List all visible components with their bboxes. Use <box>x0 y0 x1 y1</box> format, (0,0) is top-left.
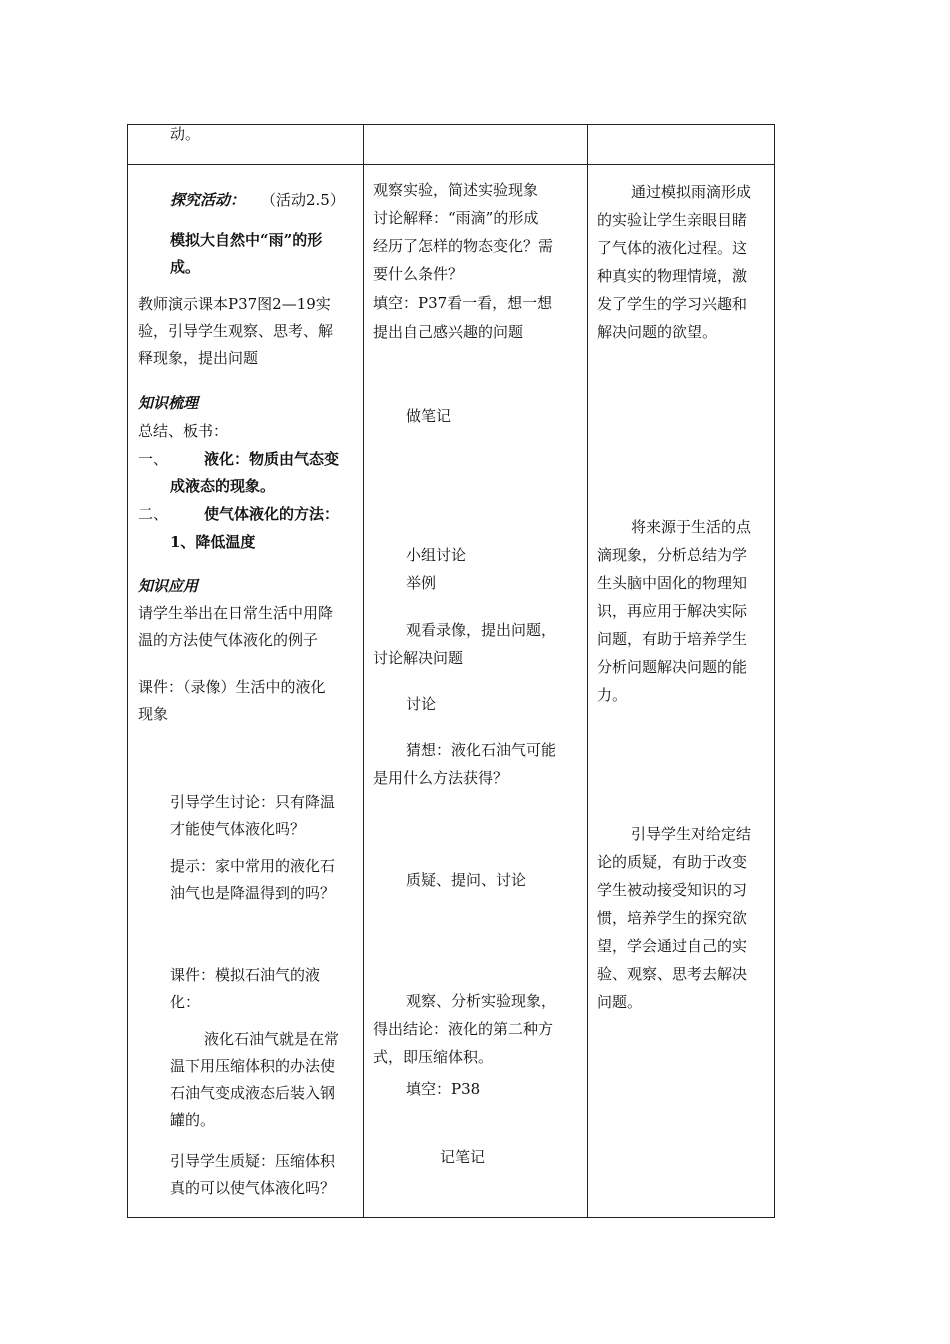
group-text: 小组讨论 <box>406 546 467 564</box>
video-text: 观看录像，提出问题， <box>406 621 557 639</box>
lpg-text: 液化石油气就是在常 <box>204 1030 340 1048</box>
rationale-text: 通过模拟雨滴形成 <box>631 183 752 201</box>
column-divider <box>587 125 588 1217</box>
lpg-text: 温下用压缩体积的办法使 <box>170 1057 336 1075</box>
lpg-text: 罐的。 <box>170 1111 216 1129</box>
courseware-text: 课件：（录像）生活中的液化 <box>138 678 326 696</box>
rationale-text: 验、观察、思考去解决 <box>597 965 748 983</box>
analyze-text: 观察、分析实验现象， <box>406 992 557 1010</box>
list-item: 成液态的现象。 <box>170 477 276 495</box>
demo-text: 释现象，提出问题 <box>138 349 259 367</box>
list-item: 1、降低温度 <box>170 533 256 551</box>
discuss-text: 经历了怎样的物态变化？需 <box>373 237 554 255</box>
discuss-text: 讨论解释：“雨滴”的形成 <box>373 209 539 227</box>
courseware-text: 化： <box>170 993 201 1011</box>
section-heading: 知识梳理 <box>138 394 199 412</box>
list-item: 使气体液化的方法： <box>204 505 340 523</box>
fill-text: 填空：P37看一看，想一想 <box>373 294 553 312</box>
guide-text: 才能使气体液化吗？ <box>170 820 306 838</box>
question-text: 质疑、提问、讨论 <box>406 871 527 889</box>
hint-text: 提示：家中常用的液化石 <box>170 857 336 875</box>
video-text: 讨论解决问题 <box>373 649 464 667</box>
rationale-text: 将来源于生活的点 <box>631 518 752 536</box>
analyze-text: 得出结论：液化的第二种方 <box>373 1020 554 1038</box>
activity-ref: （活动2.5） <box>261 191 345 209</box>
rationale-text: 了气体的液化过程。这 <box>597 239 748 257</box>
rationale-text: 学生被动接受知识的习 <box>597 881 748 899</box>
activity-title: 成。 <box>170 258 201 276</box>
record-text: 记笔记 <box>440 1148 486 1166</box>
courseware-text: 现象 <box>138 705 169 723</box>
fill-p38-text: 填空：P38 <box>406 1080 481 1098</box>
column-divider <box>363 125 364 1217</box>
courseware-text: 课件：模拟石油气的液 <box>170 966 321 984</box>
rationale-text: 解决问题的欲望。 <box>597 323 718 341</box>
list-item: 液化：物质由气态变 <box>204 450 340 468</box>
rationale-text: 种真实的物理情境，激 <box>597 267 748 285</box>
doubt-text: 引导学生质疑：压缩体积 <box>170 1152 336 1170</box>
rationale-text: 发了学生的学习兴趣和 <box>597 295 748 313</box>
guess-text: 是用什么方法获得？ <box>373 769 509 787</box>
rationale-text: 惯，培养学生的探究欲 <box>597 909 748 927</box>
rationale-text: 识，再应用于解决实际 <box>597 602 748 620</box>
demo-text: 验，引导学生观察、思考、解 <box>138 322 334 340</box>
rationale-text: 的实验让学生亲眼目睹 <box>597 211 748 229</box>
rationale-text: 生头脑中固化的物理知 <box>597 574 748 592</box>
rationale-text: 问题，有助于培养学生 <box>597 630 748 648</box>
observe-text: 观察实验，简述实验现象 <box>373 181 539 199</box>
rationale-text: 分析问题解决问题的能 <box>597 658 748 676</box>
activity-label: 探究活动： <box>170 191 246 209</box>
summary-text: 总结、板书： <box>138 422 229 440</box>
section-heading: 知识应用 <box>138 577 199 595</box>
lpg-text: 石油气变成液态后装入钢 <box>170 1084 336 1102</box>
rationale-text: 望，学会通过自己的实 <box>597 937 748 955</box>
analyze-text: 式，即压缩体积。 <box>373 1048 494 1066</box>
example-text: 举例 <box>406 574 437 592</box>
guide-text: 引导学生讨论：只有降温 <box>170 793 336 811</box>
rationale-text: 论的质疑，有助于改变 <box>597 853 748 871</box>
hint-text: 油气也是降温得到的吗？ <box>170 884 336 902</box>
fill-text: 提出自己感兴趣的问题 <box>373 323 524 341</box>
rationale-text: 问题。 <box>597 993 643 1011</box>
rationale-text: 滴现象，分析总结为学 <box>597 546 748 564</box>
doubt-text: 真的可以使气体液化吗？ <box>170 1179 336 1197</box>
rationale-text: 力。 <box>597 686 628 704</box>
list-number: 一、 <box>138 450 169 468</box>
activity-title: 模拟大自然中“雨”的形 <box>170 231 323 249</box>
row-divider <box>128 164 774 165</box>
rationale-text: 引导学生对给定结 <box>631 825 752 843</box>
apply-text: 请学生举出在日常生活中用降 <box>138 604 334 622</box>
discuss-text: 要什么条件？ <box>373 265 464 283</box>
list-number: 二、 <box>138 505 169 523</box>
row1-text: 动。 <box>170 125 201 143</box>
discuss-label: 讨论 <box>406 695 437 713</box>
guess-text: 猜想：液化石油气可能 <box>406 741 557 759</box>
apply-text: 温的方法使气体液化的例子 <box>138 631 319 649</box>
notes-text: 做笔记 <box>406 407 452 425</box>
demo-text: 教师演示课本P37图2—19实 <box>138 295 331 313</box>
